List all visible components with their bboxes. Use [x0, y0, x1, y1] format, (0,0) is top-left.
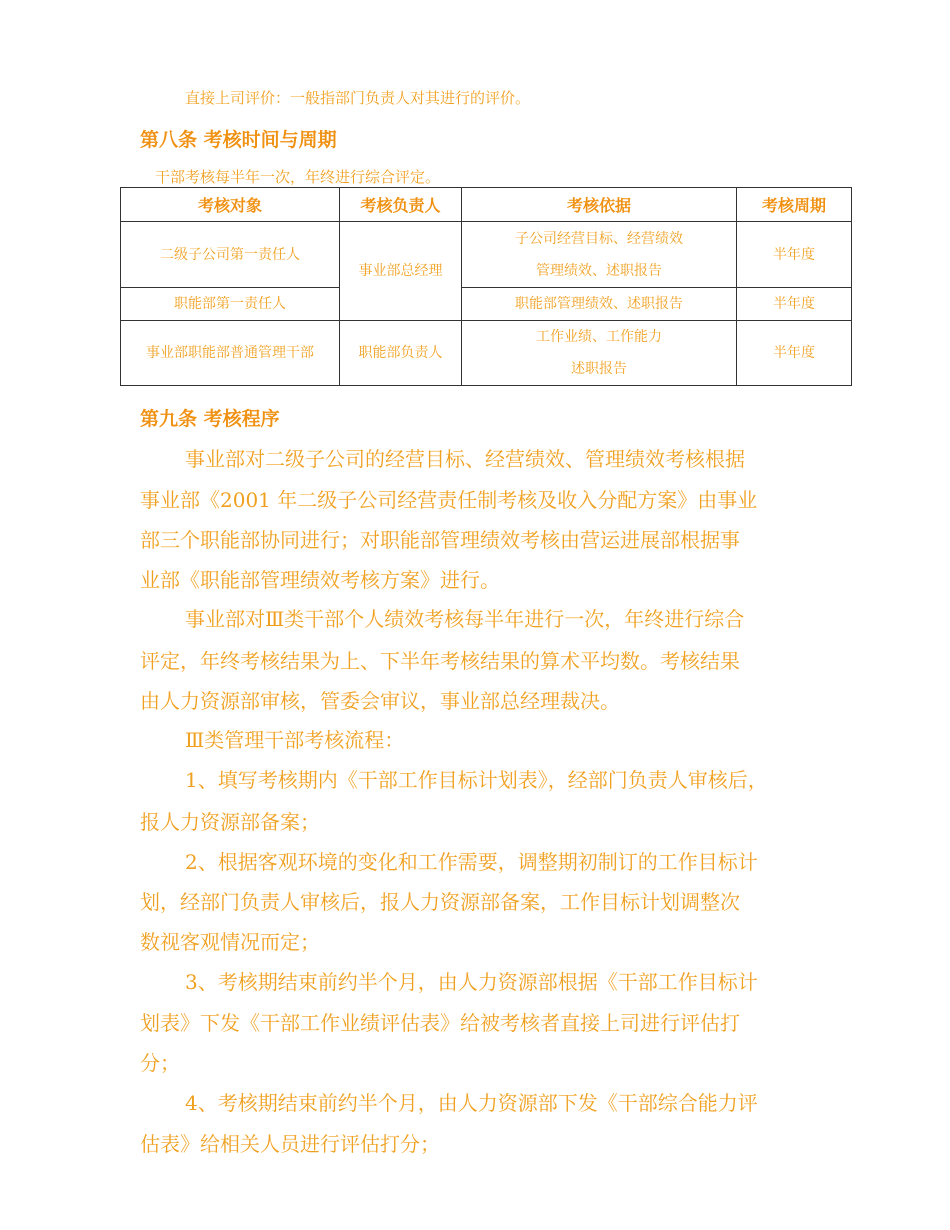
basis-line: 职能部管理绩效、述职报告 [515, 296, 683, 312]
paragraph-line: 3、考核期结束前约半个月，由人力资源部根据《干部工作目标计 [185, 970, 758, 994]
cell-object: 二级子公司第一责任人 [121, 222, 340, 288]
table-row [121, 321, 852, 386]
basis-line: 述职报告 [571, 361, 627, 377]
table-header-row [121, 188, 852, 222]
paragraph-line: 数视客观情况而定； [140, 930, 320, 954]
article9-heading: 第九条 考核程序 [140, 408, 280, 430]
article8-heading: 第八条 考核时间与周期 [140, 129, 337, 151]
paragraph-line: 事业部对二级子公司的经营目标、经营绩效、管理绩效考核根据 [185, 447, 745, 471]
intro-line: 直接上司评价：一般指部门负责人对其进行的评价。 [185, 89, 531, 107]
paragraph-line: 由人力资源部审核，管委会审议，事业部总经理裁决。 [140, 689, 620, 713]
cell-basis [462, 222, 737, 288]
paragraph-line: 1、填写考核期内《干部工作目标计划表》，经部门负责人审核后， [185, 768, 768, 792]
paragraph-line: 事业部对Ⅲ类干部个人绩效考核每半年进行一次，年终进行综合 [185, 607, 745, 631]
basis-line: 工作业绩、工作能力 [536, 329, 662, 345]
paragraph-line: 分； [140, 1051, 180, 1075]
article8-text: 干部考核每半年一次，年终进行综合评定。 [155, 168, 441, 186]
paragraph-line: Ⅲ类管理干部考核流程： [185, 728, 405, 752]
paragraph-line: 划，经部门负责人审核后，报人力资源部备案，工作目标计划调整次 [140, 890, 740, 914]
paragraph-line: 评定，年终考核结果为上、下半年考核结果的算术平均数。考核结果 [140, 649, 740, 673]
cell-period: 半年度 [737, 321, 852, 386]
cell-period: 半年度 [737, 288, 852, 321]
basis-line: 管理绩效、述职报告 [536, 262, 662, 279]
table-row [121, 222, 852, 288]
cell-basis [462, 288, 737, 321]
cell-object: 职能部第一责任人 [121, 288, 340, 321]
paragraph-line: 4、考核期结束前约半个月，由人力资源部下发《干部综合能力评 [185, 1091, 758, 1115]
paragraph-line: 划表》下发《干部工作业绩评估表》给被考核者直接上司进行评估打 [140, 1011, 740, 1035]
cell-owner: 职能部负责人 [340, 321, 462, 386]
cell-basis [462, 321, 737, 386]
paragraph-line: 2、根据客观环境的变化和工作需要，调整期初制订的工作目标计 [185, 850, 758, 874]
cell-period: 半年度 [737, 222, 852, 288]
paragraph-line: 业部《职能部管理绩效考核方案》进行。 [140, 568, 500, 592]
cell-object: 事业部职能部普通管理干部 [121, 321, 340, 386]
assessment-table [120, 187, 852, 386]
header-object: 考核对象 [121, 188, 340, 222]
paragraph-line: 报人力资源部备案； [140, 810, 320, 834]
cell-owner: 事业部总经理 [340, 222, 462, 321]
paragraph-line: 部三个职能部协同进行；对职能部管理绩效考核由营运进展部根据事 [140, 528, 740, 552]
header-period: 考核周期 [737, 188, 852, 222]
paragraph-line: 估表》给相关人员进行评估打分； [140, 1132, 440, 1156]
table-row [121, 288, 852, 321]
header-basis: 考核依据 [462, 188, 737, 222]
basis-line: 子公司经营目标、经营绩效 [515, 230, 683, 247]
header-owner: 考核负责人 [340, 188, 462, 222]
paragraph-line: 事业部《2001 年二级子公司经营责任制考核及收入分配方案》由事业 [140, 488, 758, 512]
